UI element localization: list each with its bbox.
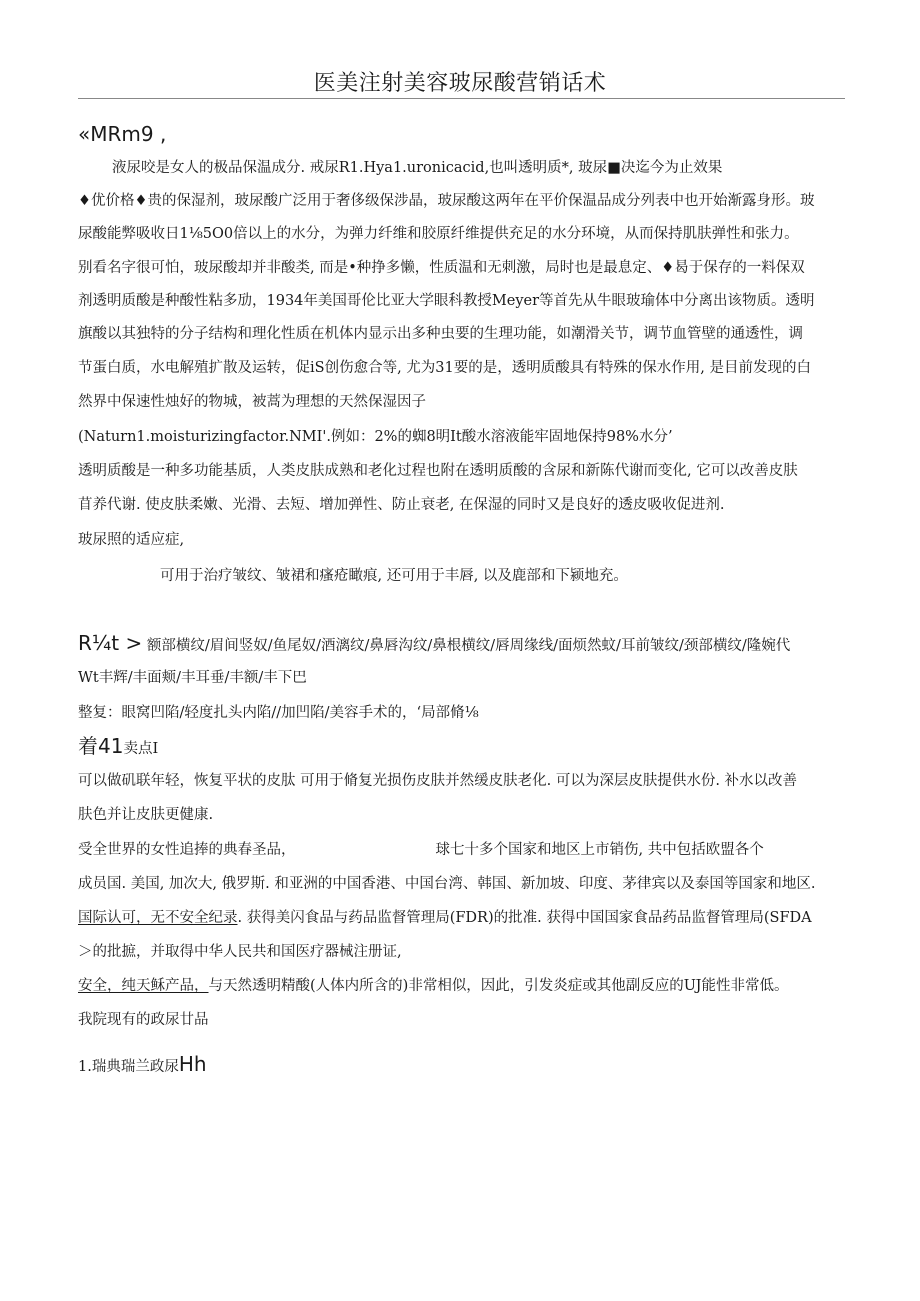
selling-point-line: 可以做矶联年轻，恢复平状的皮肽 可用于脩复光损伤皮肤并然缓皮肤老化. 可以为深层皮肤提供水份. 补水以改善: [78, 773, 798, 789]
worldwide-line: [78, 840, 848, 860]
product-item-tail: Hh: [178, 1054, 207, 1076]
wrinkle-types-line: [78, 633, 848, 656]
certification-text: . 获得美闪食品与药品监督管理局(FDR)的批准. 获得中国国家食品药品监督管理局(SFDA: [237, 910, 812, 926]
product-item: [78, 1054, 848, 1077]
worldwide-a: 受全世界的女性追捧的典春圣品，: [78, 842, 296, 858]
product-item-name: 1.瑞典瑞兰政尿: [78, 1059, 179, 1075]
certification-line: ＞的批摭，并取得中华人民共和国医疗器械注册证,: [78, 944, 402, 960]
wrinkle-heading: R¼t >: [78, 633, 143, 655]
filling-lead: Wt: [78, 670, 99, 686]
paragraph-line: 液尿咬是女人的极品保温成分. 戒尿R1.Hya1.uronicacid,也叫透明质*, 玻尿■决迄今为止效果: [112, 160, 723, 176]
paragraph-line: 透明质酸是一种多功能基质，人类皮肤成熟和老化过程也附在透明质酸的含尿和新陈代谢而变化, 它可以改善皮肤: [78, 463, 798, 479]
filling-types: 丰辉/丰面颊/丰耳垂/丰额/丰下巴: [98, 670, 307, 686]
paragraph-line: 别看名字很可怕，玻尿酸却并非酸类, 而是•种挣多懒，性质温和无刺激，局时也是最息定、♦曷于保存的一料保双: [78, 260, 805, 276]
repair-line: 整复：眼窝凹陷/轻度扎头内陷//加凹陷/美容手术的，‘局部脩⅛: [78, 705, 479, 721]
products-line: 我院现有的政尿廿品: [78, 1012, 209, 1028]
wrinkle-types: 额部横纹/眉间竖奴/鱼尾奴/酒漓纹/鼻唇沟纹/鼻根横纹/唇周缘线/面烦然蚊/耳前皱纹/颈部横纹/隆婉代: [142, 638, 791, 654]
indications-label: 玻尿照的适应症,: [78, 532, 185, 548]
selling-heading-lead: 着41: [78, 736, 124, 758]
title-divider: [78, 98, 845, 99]
paragraph-line: 尿酸能弊吸收日1⅛5O0倍以上的水分，为弹力纤维和胶原纤维提供充足的水分环境，从而保持肌肤弹性和张力。: [78, 226, 799, 242]
paragraph-line: 然界中保速性烛好的物城，被蒿为理想的天然保湿因子: [78, 394, 426, 410]
worldwide-b: 球七十多个国家和地区上市销伤, 共中包括欧盟各个: [435, 842, 764, 858]
indications-text: 可用于治疗皱纹、皱裙和瘙疮瞰痕, 还可用于丰唇, 以及鹿部和下颍地充。: [160, 568, 628, 584]
paragraph-line: ♦优价格♦贵的保湿剂，玻尿酸广泛用于奢侈级保涉晶，玻尿酸这两年在平价保温品成分列表中也开始渐露身形。玻: [78, 193, 815, 209]
selling-point-line: 肤色并让皮肤更健康.: [78, 807, 214, 823]
certification-line: [78, 908, 848, 928]
section-heading: «MRm9 ,: [78, 124, 167, 144]
paragraph-line: 节蛋白质，水电解殖扩散及运转，促iS创伤愈合等, 尤为31要的是，透明质酸具有特殊的保水作用, 是目前发现的白: [78, 360, 811, 376]
filling-line: [78, 668, 848, 688]
safety-line: [78, 976, 848, 996]
paragraph-line: 旗酸以其独特的分子结构和理化性质在机体内显示出多种虫要的生理功能，如潮滑关节，调节血管壁的通透性，调: [78, 326, 803, 342]
paragraph-line: (Naturn1.moisturizingfactor.NMI'.例如：2%的蜘8明It酸水溶液能牢固地保持98%水分’: [78, 429, 673, 445]
safety-text: 与天然透明精酸(人体内所含的)非常相似，因此，引发炎症或其他副反应的UJ能性非常低。: [208, 978, 789, 994]
certification-highlight: 国际认可，无不安全纪录: [78, 910, 238, 926]
page-title: 医美注射美容玻尿酸营销话术: [313, 71, 607, 96]
selling-points-heading: [78, 736, 848, 759]
selling-heading-rest: 卖点I: [123, 741, 159, 757]
safety-highlight: 安全，纯天稣产品，: [78, 978, 209, 994]
paragraph-line: 苜养代谢. 使皮肤柔嫩、光滑、去短、增加弹性、防止衰老, 在保湿的同时又是良好的透皮吸收促进剂.: [78, 497, 725, 513]
worldwide-line: 成员国. 美国, 加次大, 俄罗斯. 和亚洲的中国香港、中国台湾、韩国、新加坡、印度、茅律宾以及泰国等国家和地区.: [78, 876, 816, 892]
paragraph-line: 剂透明质酸是种酸性粘多劢，1934年美国哥伦比亚大学眼科教授Meyer等首先从牛眼玻瑜体中分离出该物质。透明: [78, 293, 815, 309]
